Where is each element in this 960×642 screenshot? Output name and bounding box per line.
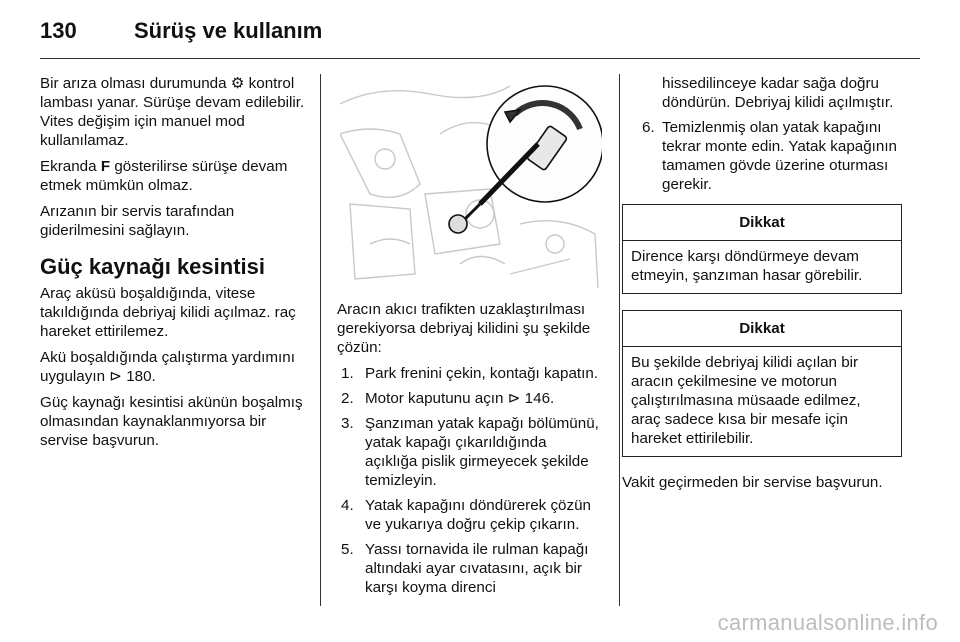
step-4: 4. Yatak kapağını döndürerek çözün ve yukarıya doğru çekip çıkarın. [341,497,591,533]
caution-text: Dirence karşı döndürmeye devam etmeyin, şanzıman hasar görebilir. [631,248,863,284]
caution-title: Dikkat [623,311,901,347]
column-divider-1 [320,74,321,606]
caution-box-2 [622,310,902,457]
page-ref-link[interactable]: 180. [126,368,156,385]
clutch-lock-illustration [340,74,602,288]
paragraph-battery: Araç aküsü boşaldığında, vitese takıldığında debriyaj kilidi açılmaz. raç hareket ettirilemez. [40,285,296,340]
procedure-steps-cont [622,118,902,194]
paragraph-display: Ekranda F gösterilirse sürüşe devam etmek mümkün olmaz. [40,158,288,194]
page-ref-icon: ⊳ [507,389,521,407]
paragraph-jumpstart: Akü boşaldığında çalıştırma yardımını uygulayın ⊳ 180. [40,349,295,385]
step-5: 5. Yassı tornavida ile rulman kapağı altındaki ayar cıvatasını, açık bir karşı koyma direnci [341,541,589,596]
engine-bay-drawing [340,74,602,288]
paragraph-service: Arızanın bir servis tarafından giderilmesini sağlayın. [40,203,235,239]
gearbox-warning-icon: ⚙ [230,74,245,92]
column-divider-2 [619,74,620,606]
paragraph-fault: Bir arıza olması durumunda ⚙ kontrol lambası yanar. Sürüşe devam edilebilir. Vites değişim için manuel mod kullanılamaz. [40,74,305,149]
section-heading: Güç kaynağı kesintisi [40,254,265,279]
page-header [40,18,920,54]
header-divider [40,58,920,59]
page-ref-icon: ⊳ [109,367,122,385]
page-ref-link[interactable]: 146. [524,390,555,407]
step-6: 6. Temizlenmiş olan yatak kapağını tekrar monte edin. Yatak kapağının tamamen gövde üzerine oturması gerekir. [642,119,897,193]
column-2 [337,300,603,603]
column-3 [622,74,902,499]
procedure-steps [337,364,603,597]
page-title: Sürüş ve kullanım [134,18,323,43]
display-letter: F [100,158,111,175]
column-1 [40,74,306,457]
final-paragraph: Vakit geçirmeden bir servise başvurun. [622,474,883,491]
step-5-continuation: hissedilinceye kadar sağa doğru döndürün. Debriyaj kilidi açılmıştır. [662,75,894,111]
page-number: 130 [40,18,77,43]
watermark: carmanualsonline.info [717,610,938,635]
step-2: 2. Motor kaputunu açın ⊳ 146. [341,389,555,407]
paragraph-other-cause: Güç kaynağı kesintisi akünün boşalmış olmasından kaynaklanmıyorsa bir servise başvurun. [40,394,303,449]
caution-box-1 [622,204,902,294]
step-3: 3. Şanzıman yatak kapağı bölümünü, yatak kapağı çıkarıldığında açıklığa pislik girmeyecek şekilde temizleyin. [341,415,599,489]
caution-text: Bu şekilde debriyaj kilidi açılan bir aracın çekilmesine ve motorun çalıştırılmasına müsaade edilmez, araç sadece kısa bir mesafe için hareket ettirilebilir. [631,354,861,447]
step-1: 1. Park frenini çekin, kontağı kapatın. [341,365,599,382]
intro-paragraph: Aracın akıcı trafikten uzaklaştırılması gerekiyorsa debriyaj kilidini şu şekilde çözün: [337,301,591,356]
caution-title: Dikkat [623,205,901,241]
